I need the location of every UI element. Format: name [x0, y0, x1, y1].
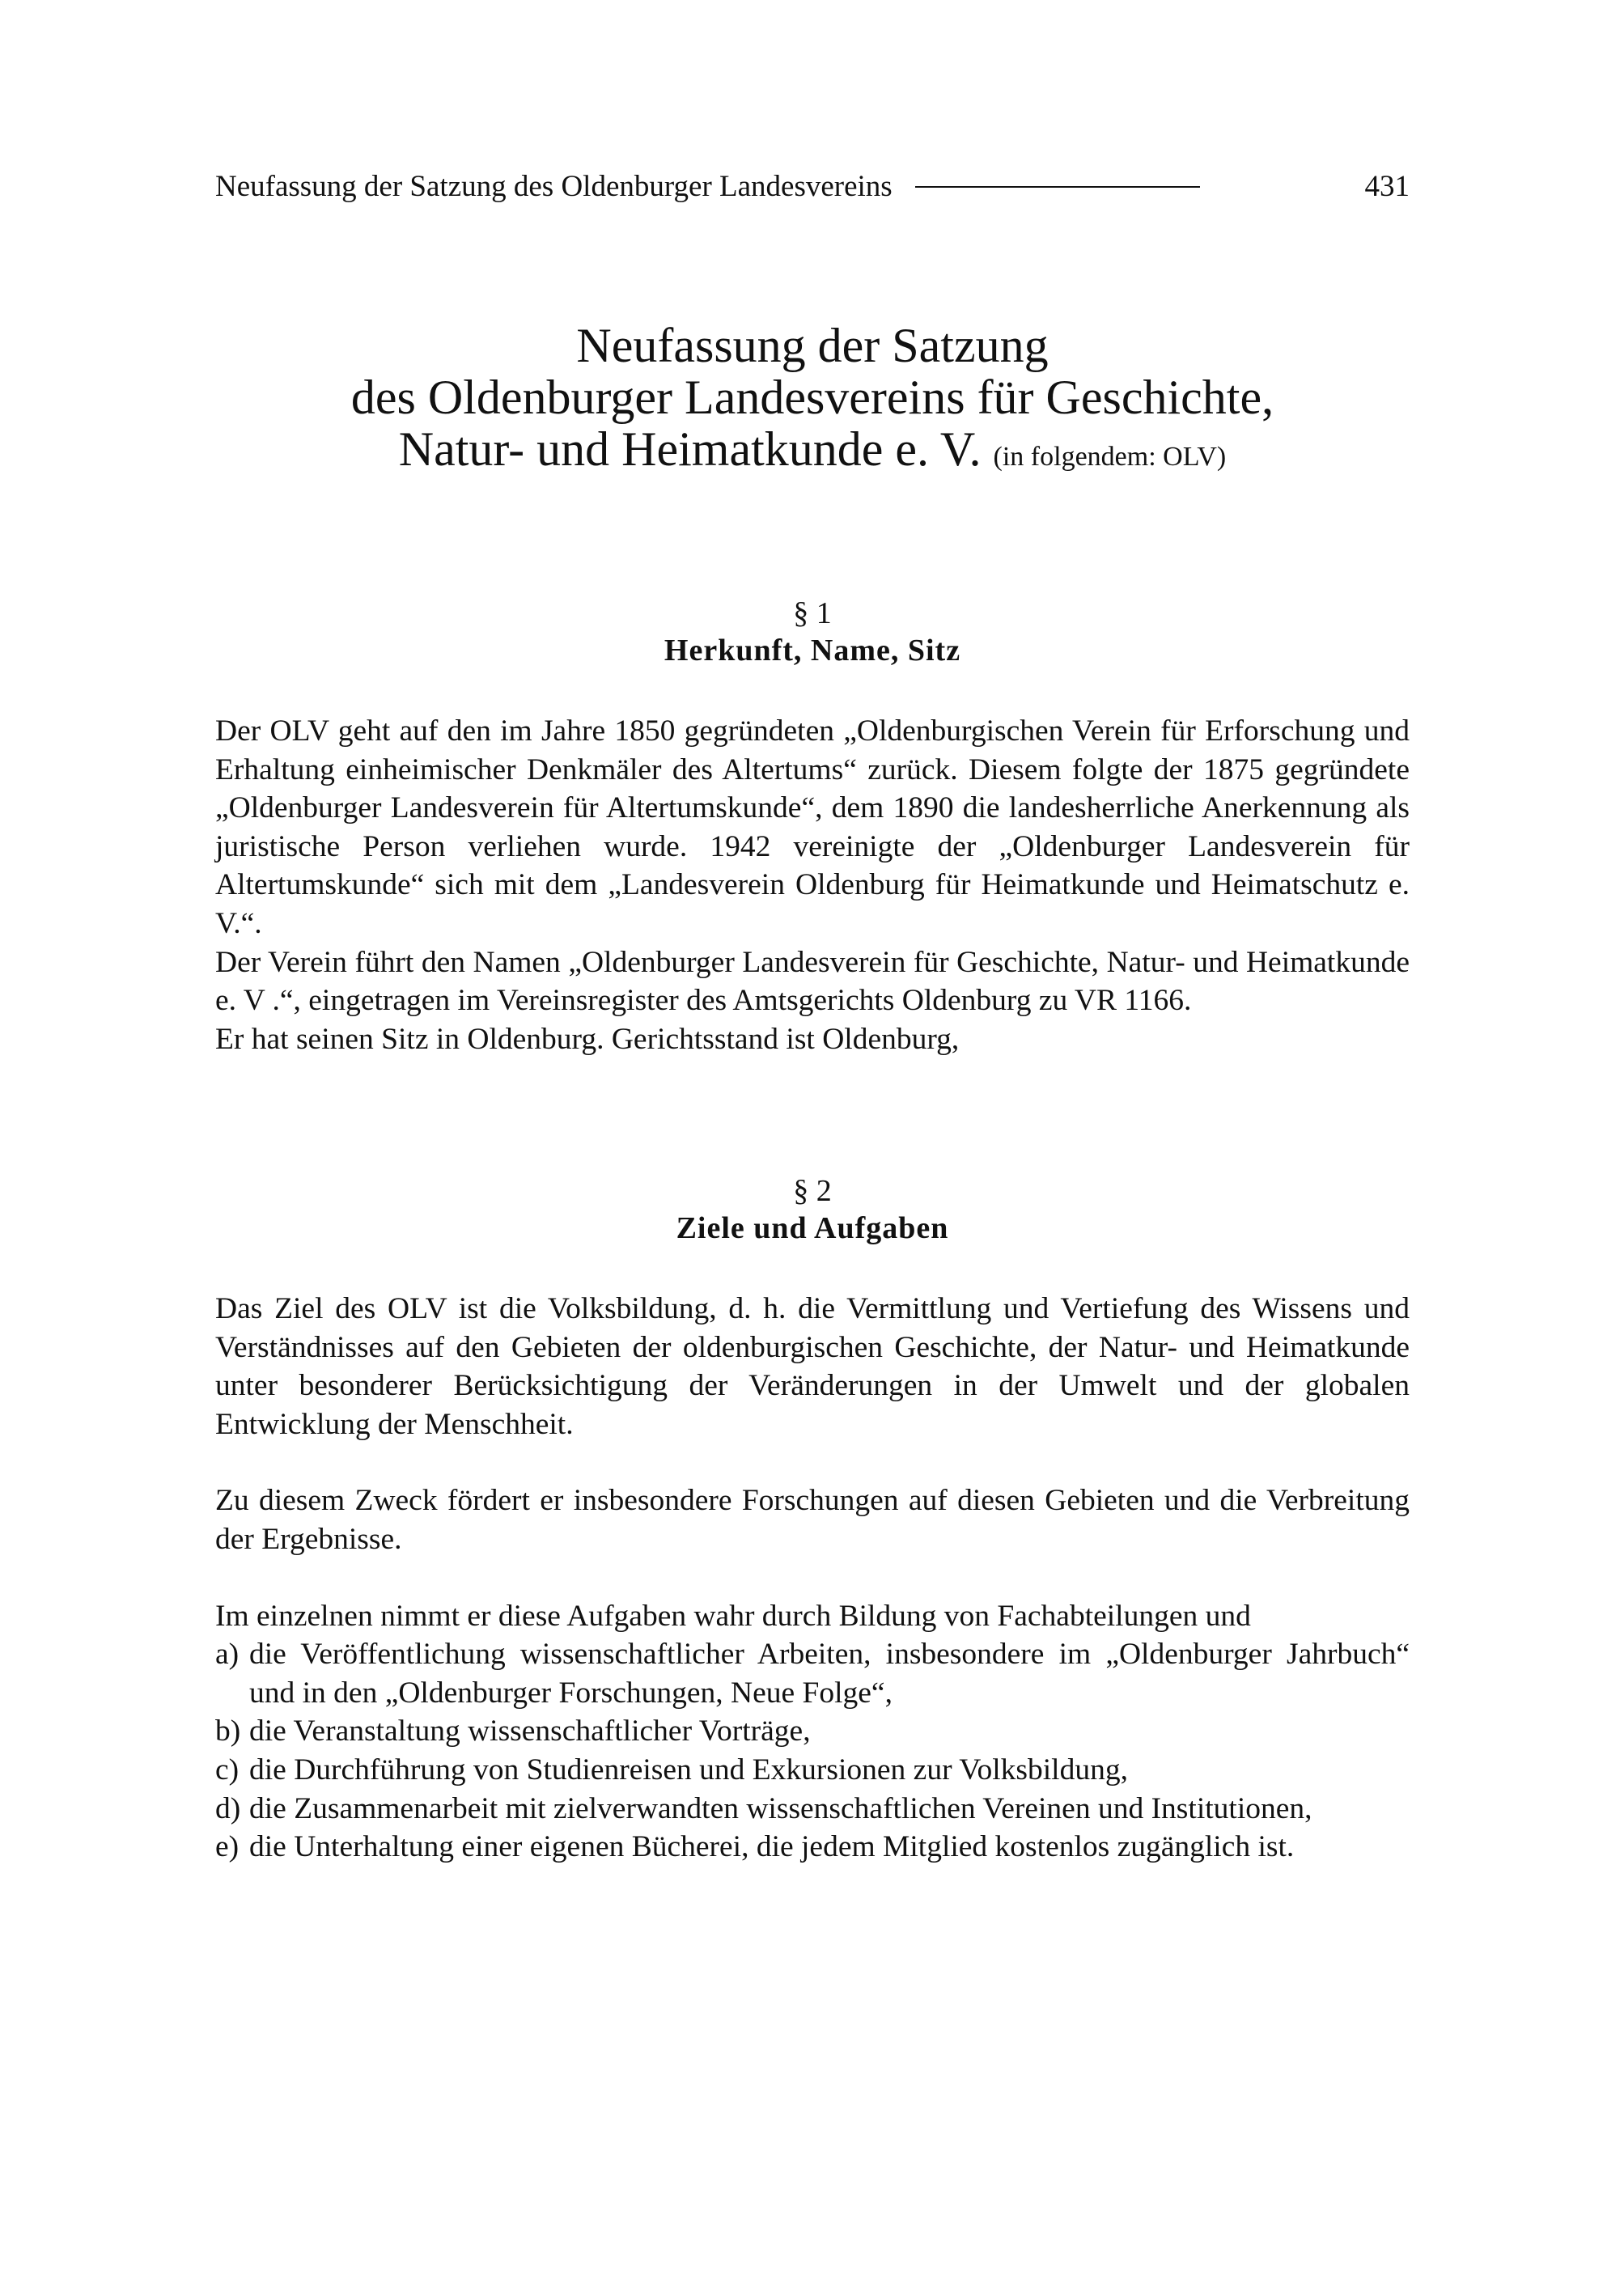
section-2-paragraph-2: Zu diesem Zweck fördert er insbesondere Forschungen auf diesen Gebieten und die Verbreitung der Ergebnisse.: [215, 1484, 1410, 1556]
section-1-paragraph-2: Der Verein führt den Namen „Oldenburger Landesverein für Geschichte, Natur- und Heimatkunde e. V .“, eingetragen im Vereinsregister des Amtsgerichts Oldenburg zu VR 1166.: [215, 945, 1410, 1018]
title-line-2: des Oldenburger Landesvereins für Geschichte,: [350, 371, 1274, 424]
list-item: [215, 1828, 1410, 1867]
list-item: [215, 1751, 1410, 1790]
paragraph-spacer: [215, 1443, 1410, 1481]
tasks-list: [215, 1635, 1410, 1867]
paragraph-spacer: [215, 1559, 1410, 1597]
title-line-1: Neufassung der Satzung: [576, 319, 1049, 372]
section-2-heading: Ziele und Aufgaben: [676, 1211, 949, 1245]
section-1-number: § 1: [793, 596, 832, 630]
section-1-heading: Herkunft, Name, Sitz: [664, 634, 961, 668]
list-item-label: b): [215, 1714, 241, 1748]
section-1-body: [215, 712, 1410, 1058]
header-rule: [915, 186, 1200, 188]
section-1-header: [215, 595, 1410, 669]
running-title: Neufassung der Satzung des Oldenburger Landesvereins: [215, 170, 893, 203]
list-item-text: die Durchführung von Studienreisen und Exkursionen zur Volksbildung,: [249, 1753, 1128, 1787]
section-2-number: § 2: [793, 1174, 832, 1208]
list-item-label: a): [215, 1638, 240, 1672]
section-1-paragraph-1: Der OLV geht auf den im Jahre 1850 gegründeten „Oldenburgischen Verein für Erforschung und Erhaltung einheimischer Denkmäler des Altertums“ zurück. Diesem folgte der 1875 gegründete „Oldenburger Landesverein für Altertumskunde“, dem 1890 die landesherrliche Anerkennung als juristische Person verliehen wurde. 1942 vereinigte der „Oldenburger Landesverein für Altertumskunde“ sich mit dem „Landesverein Oldenburg für Heimatkunde und Heimatschutz e. V.“.: [215, 714, 1410, 940]
section-2-paragraph-3: Im einzelnen nimmt er diese Aufgaben wahr durch Bildung von Fachabteilungen und: [215, 1599, 1251, 1633]
list-item-label: e): [215, 1830, 240, 1864]
list-item: [215, 1712, 1410, 1751]
list-item-text: die Veröffentlichung wissenschaftlicher Arbeiten, insbesondere im „Oldenburger Jahrbuch“ und in den „Oldenburger Forschungen, Neue Folge“,: [249, 1638, 1410, 1710]
list-item: [215, 1790, 1410, 1829]
list-item-text: die Unterhaltung einer eigenen Bücherei, die jedem Mitglied kostenlos zugänglich ist.: [249, 1830, 1295, 1864]
title-line-3: [215, 423, 1410, 483]
title-note: (in folgendem: OLV): [993, 442, 1227, 472]
list-item-label: d): [215, 1791, 241, 1825]
title-line-3-text: Natur- und Heimatkunde e. V.: [398, 422, 982, 476]
list-item: [215, 1635, 1410, 1712]
section-1-paragraph-3: Er hat seinen Sitz in Oldenburg. Gerichtsstand ist Oldenburg,: [215, 1022, 960, 1056]
section-2-paragraph-1: Das Ziel des OLV ist die Volksbildung, d. h. die Vermittlung und Vertiefung des Wissens und Verständnisses auf den Gebieten der oldenburgischen Geschichte, der Natur- und Heimatkunde unter besonderer Berücksichtigung der Veränderungen in der Umwelt und der globalen Entwicklung der Menschheit.: [215, 1292, 1410, 1441]
section-2-body: [215, 1290, 1410, 1867]
list-item-text: die Zusammenarbeit mit zielverwandten wissenschaftlichen Vereinen und Institutionen,: [249, 1791, 1312, 1825]
running-header: [215, 166, 1410, 208]
section-2-header: [215, 1172, 1410, 1247]
list-item-label: c): [215, 1753, 240, 1787]
list-item-text: die Veranstaltung wissenschaftlicher Vorträge,: [249, 1714, 811, 1748]
page-number: 431: [1364, 170, 1410, 203]
document-title: [215, 320, 1410, 483]
